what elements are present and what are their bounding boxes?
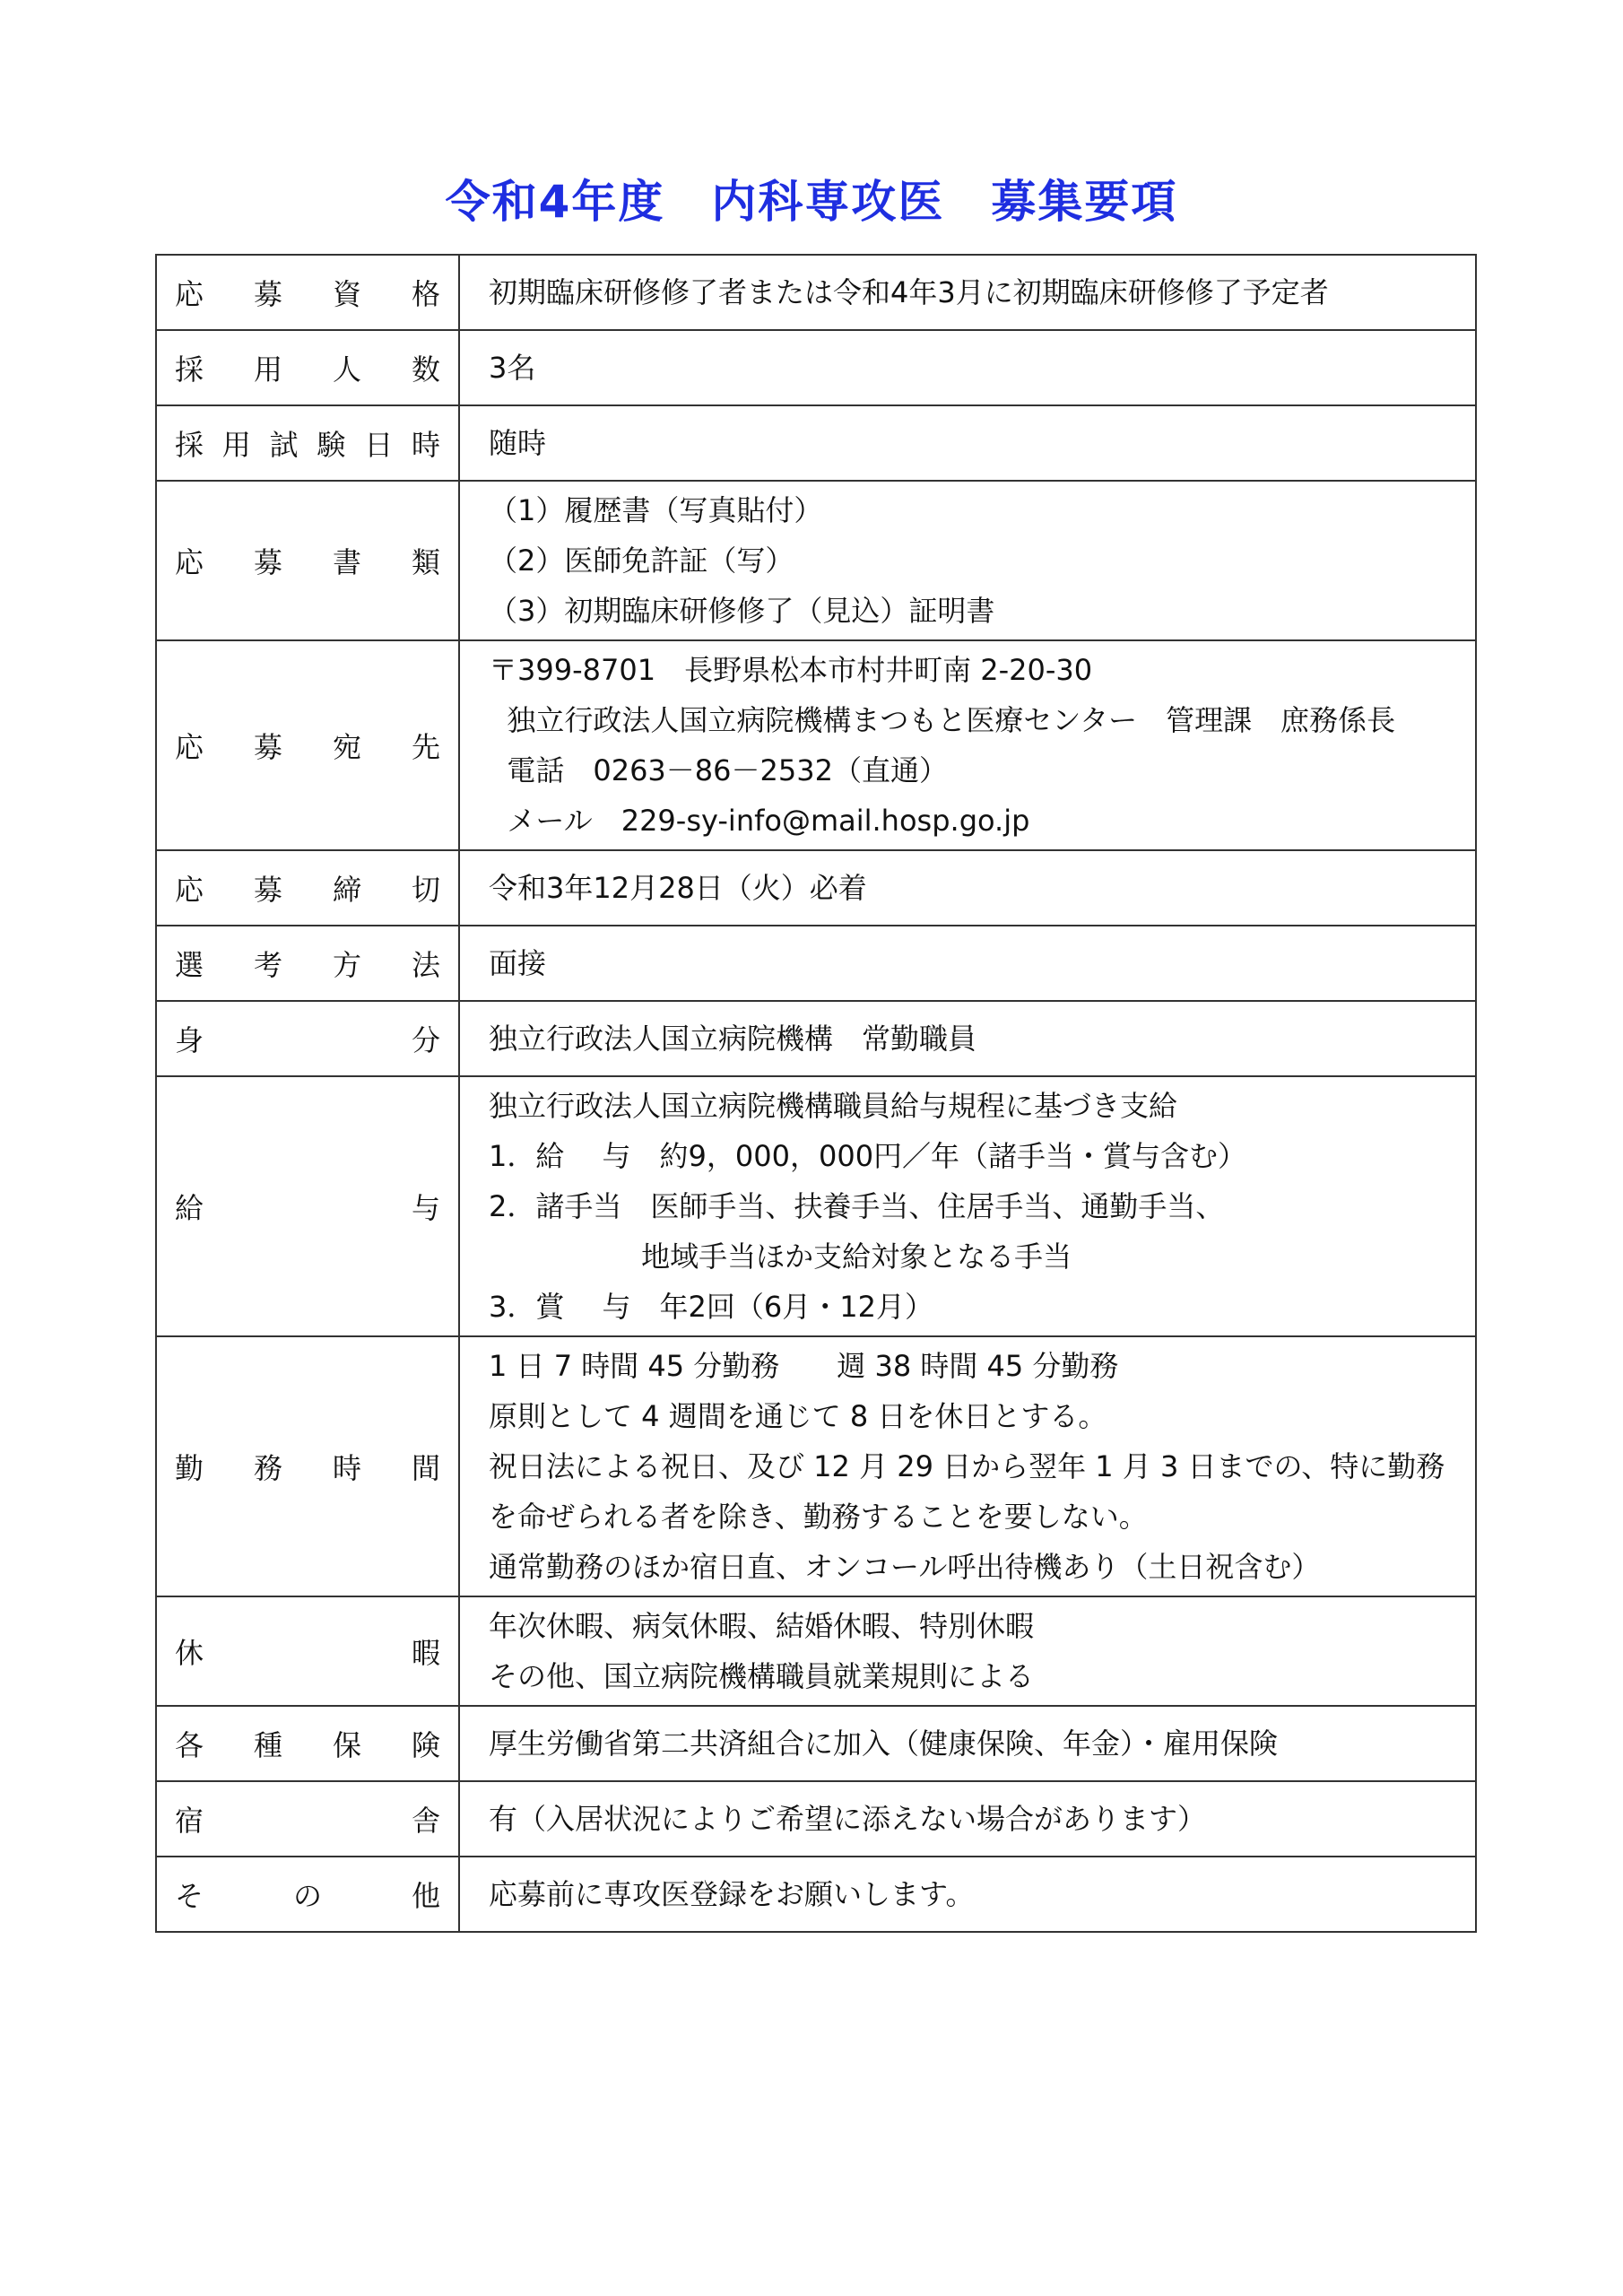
label-char: 先 xyxy=(411,730,440,764)
requirement-row xyxy=(156,1076,1476,1336)
row-label xyxy=(156,1596,459,1706)
requirement-row xyxy=(156,330,1476,405)
label-char: 法 xyxy=(411,948,440,982)
value-line: （3）初期臨床研修修了（見込）証明書 xyxy=(489,594,995,628)
requirement-row xyxy=(156,850,1476,926)
value-line: 随時 xyxy=(489,426,547,460)
value-line: 〒399-8701 長野県松本市村井町南 2-20-30 xyxy=(489,653,1093,687)
value-line: 3．賞 与 年2回（6月・12月） xyxy=(489,1290,933,1324)
requirement-row xyxy=(156,926,1476,1001)
label-char: 応 xyxy=(175,545,204,579)
value-line: （2）医師免許証（写） xyxy=(489,544,794,578)
row-label xyxy=(156,1706,459,1781)
row-value xyxy=(459,1857,1476,1932)
value-line: 通常勤務のほか宿日直、オンコール呼出待機あり（土日祝含む） xyxy=(489,1550,1321,1584)
label-char: 資 xyxy=(332,277,361,311)
label-char: 身 xyxy=(175,1023,204,1057)
value-line: 厚生労働省第二共済組合に加入（健康保険、年金）・雇用保険 xyxy=(489,1726,1279,1761)
label-char: 採 xyxy=(175,352,204,387)
value-line: 令和3年12月28日（火）必着 xyxy=(489,871,867,905)
row-value xyxy=(459,926,1476,1001)
label-char: 各 xyxy=(175,1728,204,1762)
label-char: 険 xyxy=(411,1728,440,1762)
label-char: そ xyxy=(175,1879,204,1913)
value-line: 電話 0263－86－2532（直通） xyxy=(489,753,948,787)
row-label xyxy=(156,640,459,850)
label-char: 募 xyxy=(253,730,282,764)
row-value xyxy=(459,481,1476,640)
row-label xyxy=(156,405,459,481)
requirement-row xyxy=(156,1706,1476,1781)
label-char: 舎 xyxy=(411,1804,440,1838)
label-char: 暇 xyxy=(411,1636,440,1670)
value-line: 1 日 7 時間 45 分勤務 週 38 時間 45 分勤務 xyxy=(489,1349,1119,1383)
value-line: 面接 xyxy=(489,946,547,980)
label-char: 宛 xyxy=(332,730,361,764)
row-value xyxy=(459,850,1476,926)
label-char: 募 xyxy=(253,277,282,311)
row-value xyxy=(459,1706,1476,1781)
label-char: 休 xyxy=(175,1636,204,1670)
row-label xyxy=(156,1781,459,1857)
label-char: 用 xyxy=(253,352,282,387)
row-label xyxy=(156,255,459,330)
label-char: 方 xyxy=(332,948,361,982)
requirement-row xyxy=(156,1336,1476,1596)
value-line: メール 229-sy-info@mail.hosp.go.jp xyxy=(489,804,1030,838)
row-value xyxy=(459,1336,1476,1596)
row-value xyxy=(459,1781,1476,1857)
label-char: 選 xyxy=(175,948,204,982)
label-char: 募 xyxy=(253,873,282,907)
value-line: 初期臨床研修修了者または令和4年3月に初期臨床研修修了予定者 xyxy=(489,275,1329,309)
label-char: 切 xyxy=(411,873,440,907)
row-value xyxy=(459,640,1476,850)
row-label xyxy=(156,1001,459,1076)
requirement-row xyxy=(156,1781,1476,1857)
label-char: 保 xyxy=(332,1728,361,1762)
row-value xyxy=(459,255,1476,330)
requirement-row xyxy=(156,640,1476,850)
label-char: 種 xyxy=(253,1728,282,1762)
requirement-row xyxy=(156,1857,1476,1932)
label-char: 勤 xyxy=(175,1451,204,1485)
requirement-row xyxy=(156,1596,1476,1706)
value-line: 祝日法による祝日、及び 12 月 29 日から翌年 1 月 3 日までの、特に勤務 xyxy=(489,1449,1445,1483)
label-char: 募 xyxy=(253,545,282,579)
label-char: 採 xyxy=(175,428,204,462)
label-char: 験 xyxy=(317,428,346,462)
label-char: 間 xyxy=(411,1451,440,1485)
label-char: 他 xyxy=(411,1879,440,1913)
label-char: 与 xyxy=(411,1191,440,1225)
value-line: を命ぜられる者を除き、勤務することを要しない。 xyxy=(489,1500,1148,1534)
value-line: 有（入居状況によりご希望に添えない場合があります） xyxy=(489,1802,1207,1836)
label-char: 務 xyxy=(253,1451,282,1485)
label-char: 宿 xyxy=(175,1804,204,1838)
requirements-table xyxy=(155,254,1477,1933)
row-value xyxy=(459,405,1476,481)
label-char: 類 xyxy=(411,545,440,579)
label-char: 応 xyxy=(175,873,204,907)
row-label xyxy=(156,330,459,405)
row-label xyxy=(156,850,459,926)
requirement-row xyxy=(156,405,1476,481)
requirement-row xyxy=(156,481,1476,640)
requirement-row xyxy=(156,1001,1476,1076)
label-char: 格 xyxy=(411,277,440,311)
row-value xyxy=(459,1001,1476,1076)
requirement-row xyxy=(156,255,1476,330)
row-label xyxy=(156,481,459,640)
value-line: （1）履歴書（写真貼付） xyxy=(489,493,823,527)
row-value xyxy=(459,1596,1476,1706)
label-char: 時 xyxy=(411,428,440,462)
value-line: 独立行政法人国立病院機構まつもと医療センター 管理課 庶務係長 xyxy=(489,703,1396,737)
page-title: 令和4年度 内科専攻医 募集要項 xyxy=(445,176,1178,228)
value-line: 3名 xyxy=(489,351,536,385)
value-line: 2．諸手当 医師手当、扶養手当、住居手当、通勤手当、 xyxy=(489,1189,1225,1223)
label-char: 用 xyxy=(221,428,251,462)
label-char: 時 xyxy=(332,1451,361,1485)
row-value xyxy=(459,330,1476,405)
value-line: 地域手当ほか支給対象となる手当 xyxy=(489,1239,1072,1274)
row-label xyxy=(156,1076,459,1336)
value-line: 年次休暇、病気休暇、結婚休暇、特別休暇 xyxy=(489,1609,1035,1643)
row-label xyxy=(156,926,459,1001)
value-line: 独立行政法人国立病院機構 常勤職員 xyxy=(489,1022,977,1056)
label-char: の xyxy=(292,1879,322,1913)
value-line: 独立行政法人国立病院機構職員給与規程に基づき支給 xyxy=(489,1089,1178,1123)
value-line: その他、国立病院機構職員就業規則による xyxy=(489,1659,1035,1693)
value-line: 1．給 与 約9，000，000円／年（諸手当・賞与含む） xyxy=(489,1139,1247,1173)
row-label xyxy=(156,1336,459,1596)
label-char: 数 xyxy=(411,352,440,387)
label-char: 日 xyxy=(364,428,394,462)
label-char: 書 xyxy=(332,545,361,579)
row-value xyxy=(459,1076,1476,1336)
label-char: 人 xyxy=(332,352,361,387)
row-label xyxy=(156,1857,459,1932)
label-char: 試 xyxy=(269,428,299,462)
label-char: 応 xyxy=(175,730,204,764)
value-line: 原則として 4 週間を通じて 8 日を休日とする。 xyxy=(489,1399,1107,1433)
label-char: 給 xyxy=(175,1191,204,1225)
label-char: 応 xyxy=(175,277,204,311)
value-line: 応募前に専攻医登録をお願いします。 xyxy=(489,1877,975,1911)
label-char: 考 xyxy=(253,948,282,982)
label-char: 分 xyxy=(411,1023,440,1057)
label-char: 締 xyxy=(332,873,361,907)
